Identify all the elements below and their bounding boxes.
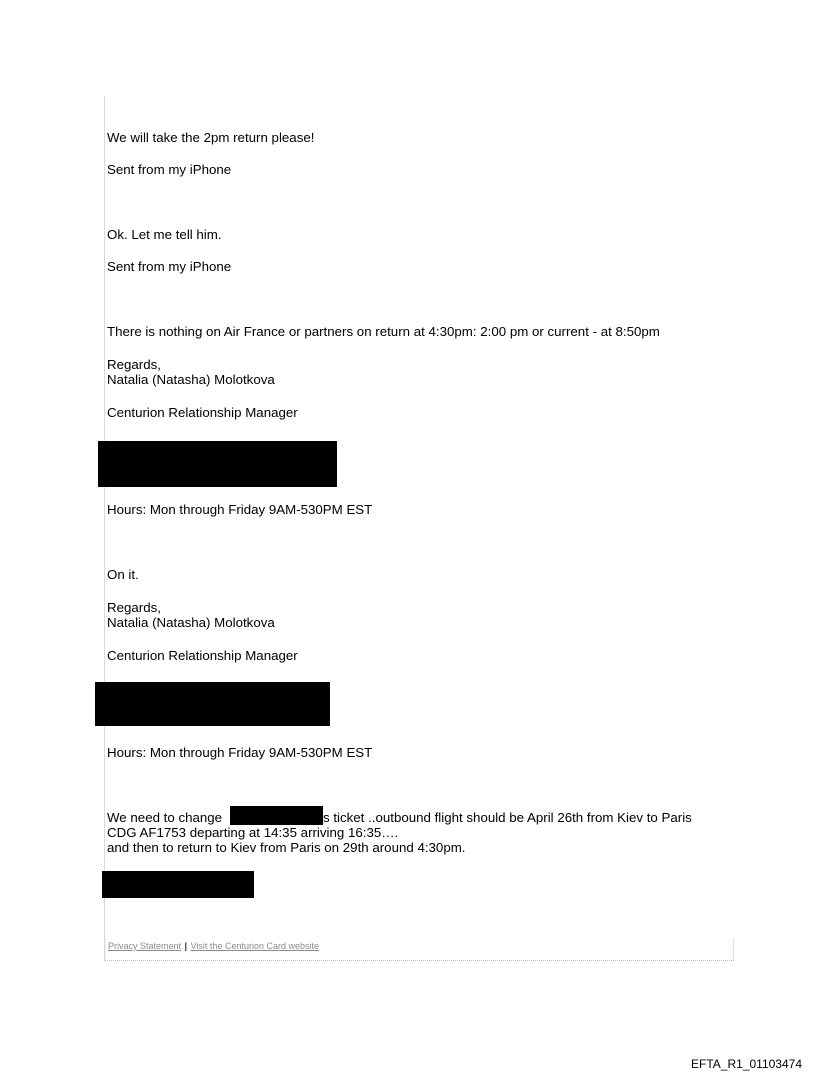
message-text: We will take the 2pm return please! (107, 130, 315, 145)
email-footer (105, 940, 734, 961)
message-text: On it. (107, 567, 139, 582)
message-text: and then to return to Kiev from Paris on 29th around 4:30pm. (107, 840, 466, 855)
footer-separator: | (184, 941, 188, 951)
message-text: CDG AF1753 departing at 14:35 arriving 16:35…. (107, 825, 399, 840)
office-hours: Hours: Mon through Friday 9AM-530PM EST (107, 502, 373, 517)
redaction-block (102, 871, 254, 898)
centurion-website-link[interactable]: Visit the Centurion Card website (190, 941, 319, 951)
sender-title: Centurion Relationship Manager (107, 405, 298, 420)
sender-name: Natalia (Natasha) Molotkova (107, 615, 275, 630)
redaction-block (95, 682, 330, 726)
quote-rule (104, 96, 105, 962)
message-text-part: We need to change (107, 810, 223, 825)
regards-text: Regards, (107, 600, 161, 615)
redaction-block (98, 441, 337, 487)
message-text: Ok. Let me tell him. (107, 227, 222, 242)
office-hours: Hours: Mon through Friday 9AM-530PM EST (107, 745, 373, 760)
signature-text: Sent from my iPhone (107, 162, 232, 177)
redaction-block (230, 806, 323, 825)
message-text-part: s ticket ..outbound flight should be April 26th from Kiev to Paris (323, 810, 692, 825)
privacy-statement-link[interactable]: Privacy Statement (108, 941, 182, 951)
regards-text: Regards, (107, 357, 161, 372)
sender-title: Centurion Relationship Manager (107, 648, 298, 663)
message-text: There is nothing on Air France or partners on return at 4:30pm: 2:00 pm or current - at 8:50pm (107, 324, 660, 339)
signature-text: Sent from my iPhone (107, 259, 232, 274)
sender-name: Natalia (Natasha) Molotkova (107, 372, 275, 387)
footer-links (108, 941, 319, 952)
document-id: EFTA_R1_01103474 (691, 1057, 802, 1071)
